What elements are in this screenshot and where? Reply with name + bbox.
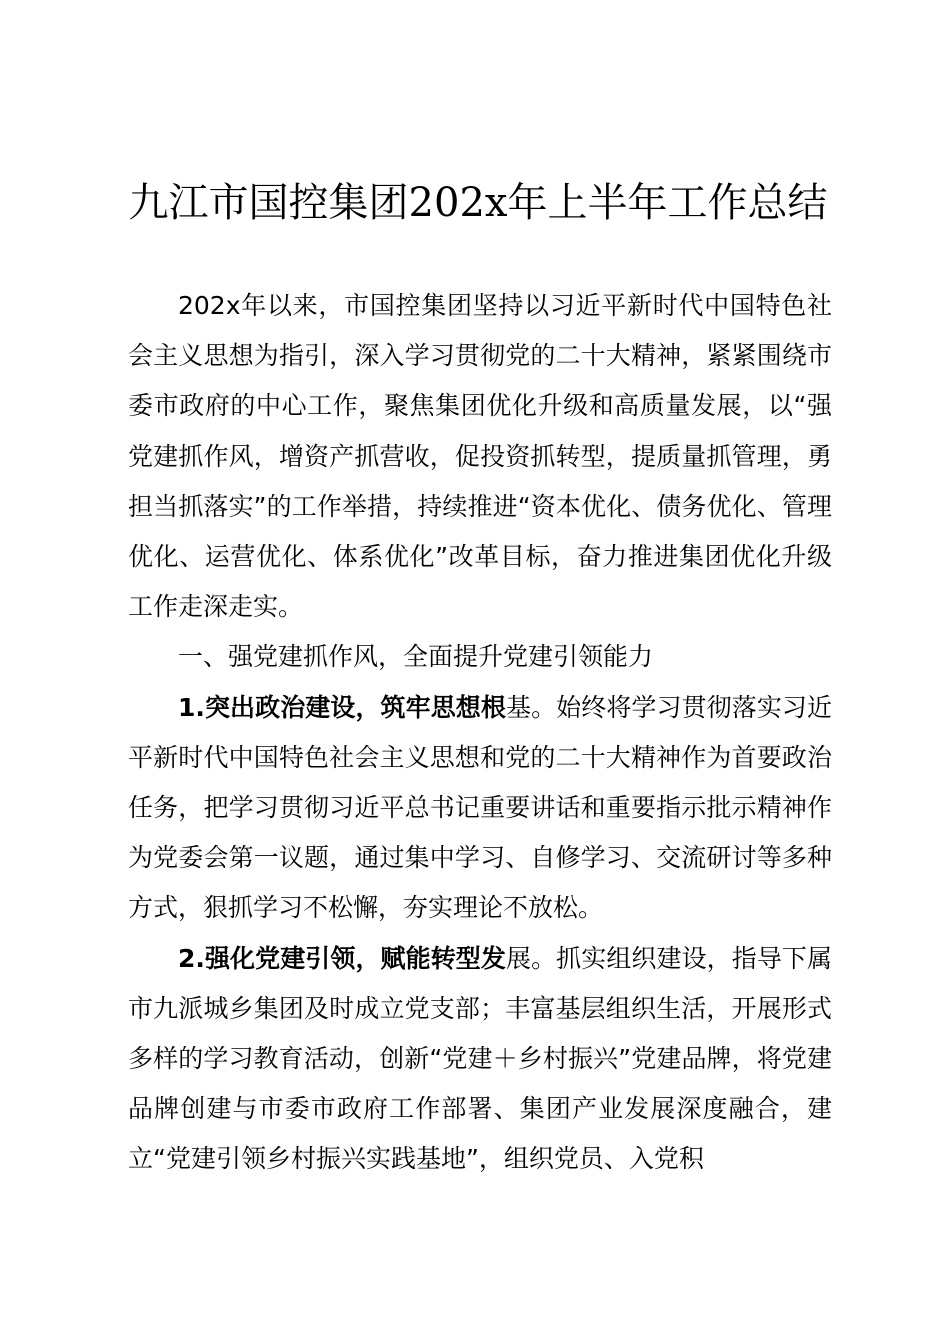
section-item-1-lead: 1.突出政治建设，筑牢思想根	[178, 692, 506, 722]
section-item-2-lead: 2.强化党建引领，赋能转型发	[178, 943, 506, 973]
document-title: 九江市国控集团202x年上半年工作总结	[128, 180, 828, 226]
section-item-1	[128, 683, 832, 934]
section-heading-1: 一、强党建抓作风，全面提升党建引领能力	[178, 642, 654, 672]
document-body	[128, 281, 832, 1185]
section-item-2	[128, 934, 832, 1185]
section-item-2-text: 展。抓实组织建设，指导下属市九派城乡集团及时成立党支部；丰富基层组织生活，开展形式多样的学习教育活动，创新“党建＋乡村振兴”党建品牌，将党建品牌创建与市委市政府工作部署、集团产业发展深度融合，建立“党建引领乡村振兴实践基地”，组织党员、入党积	[128, 943, 832, 1174]
intro-paragraph: 202x年以来，市国控集团坚持以习近平新时代中国特色社会主义思想为指引，深入学习贯彻党的二十大精神，紧紧围绕市委市政府的中心工作，聚焦集团优化升级和高质量发展，以“强党建抓作风，增资产抓营收，促投资抓转型，提质量抓管理，勇担当抓落实”的工作举措，持续推进“资本优化、债务优化、管理优化、运营优化、体系优化”改革目标，奋力推进集团优化升级工作走深走实。	[128, 291, 832, 622]
section-item-1-text: 基。始终将学习贯彻落实习近平新时代中国特色社会主义思想和党的二十大精神作为首要政治任务，把学习贯彻习近平总书记重要讲话和重要指示批示精神作为党委会第一议题，通过集中学习、自修学习、交流研讨等多种方式，狠抓学习不松懈，夯实理论不放松。	[128, 692, 832, 923]
